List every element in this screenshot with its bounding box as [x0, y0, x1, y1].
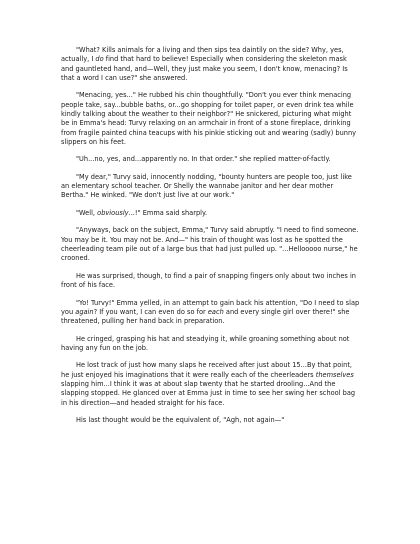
text-run: find that hard to believe! Especially when considering the skeleton mask and gauntleted hand, and—Well, they just make you seem, I don't know, menacing? Is that a word I can use?" she answered. [61, 55, 348, 82]
text-run: He cringed, grasping his hat and steadying it, while groaning something about not having any fun on the job. [61, 334, 350, 352]
text-run: He was surprised, though, to find a pair of snapping fingers only about two inches in front of his face. [61, 271, 356, 290]
paragraph [61, 46, 360, 83]
document-body [61, 46, 360, 425]
paragraph [61, 173, 360, 201]
paragraph [61, 155, 360, 164]
paragraph [61, 209, 360, 218]
paragraph [61, 416, 360, 425]
italic-text-run: do [95, 55, 104, 64]
text-run: ? If you want, I can even do so for [93, 307, 208, 316]
paragraph [61, 272, 360, 291]
text-run: "Well, [76, 208, 98, 217]
text-run: "Menacing, yes..." He rubbed his chin thoughtfully. "Don't you ever think menacing people take, say...bubble baths, or...go shopping for toilet paper, or even drink tea while kindly talking about the weather to their neighbor?" He snickered, picturing what might be in Emma's head: Turvy relaxing on an armchair in front of a stone fireplace, drinking from fragile painted china teacups with his pinkie sticking out and wearing (sadly) bunny slippers on his feet. [61, 91, 357, 146]
text-run: "Uh...no, yes, and...apparently no. In that order." she replied matter-of-factly. [76, 155, 331, 164]
italic-text-run: themselves [315, 370, 354, 379]
text-run: His last thought would be the equivalent of, "Agh, not again—" [76, 416, 285, 425]
italic-text-run: each [207, 307, 224, 316]
paragraph [61, 361, 360, 407]
text-run: slapping him...I think it was at about slap twenty that he started drooling...And the slapping stopped. He glanced over at Emma just in time to see her swing her school bag in his direction—and headed straight for his face. [61, 380, 356, 407]
text-run: "Anyways, back on the subject, Emma," Turvy said abruptly. "I need to find someone. You may be it. You may not be. And—" his train of thought was lost as he spotted the cheerleading team pile out of a large bus that had just pulled up. "...Hellooooo nurse," he crooned. [61, 226, 359, 263]
text-run: and every single girl over there!" she threatened, pulling her hand back in preparation. [61, 307, 350, 326]
text-run: "Yo! Turvy!" Emma yelled, in an attempt to gain back his attention, "Do I need to slap you [61, 298, 360, 316]
italic-text-run: again [75, 307, 94, 316]
text-run: He lost track of just how many slaps he received after just about 15...By that point, he just enjoyed his imaginations that it were really each of the cheerleaders [61, 361, 353, 379]
italic-text-run: obviously [97, 208, 129, 217]
paragraph [61, 335, 360, 354]
paragraph [61, 91, 360, 147]
text-run: "What? Kills animals for a living and then sips tea daintily on the side? Why, yes, actually, I [61, 46, 344, 64]
paragraph [61, 299, 360, 327]
text-run: ...!" Emma said sharply. [128, 208, 208, 217]
text-run: "My dear," Turvy said, innocently nodding, "bounty hunters are people too, just like an elementary school teacher. Or Shelly the wannabe janitor and her dear mother Bertha." He winked. "We don't just live at our work." [61, 172, 352, 200]
paragraph [61, 226, 360, 263]
